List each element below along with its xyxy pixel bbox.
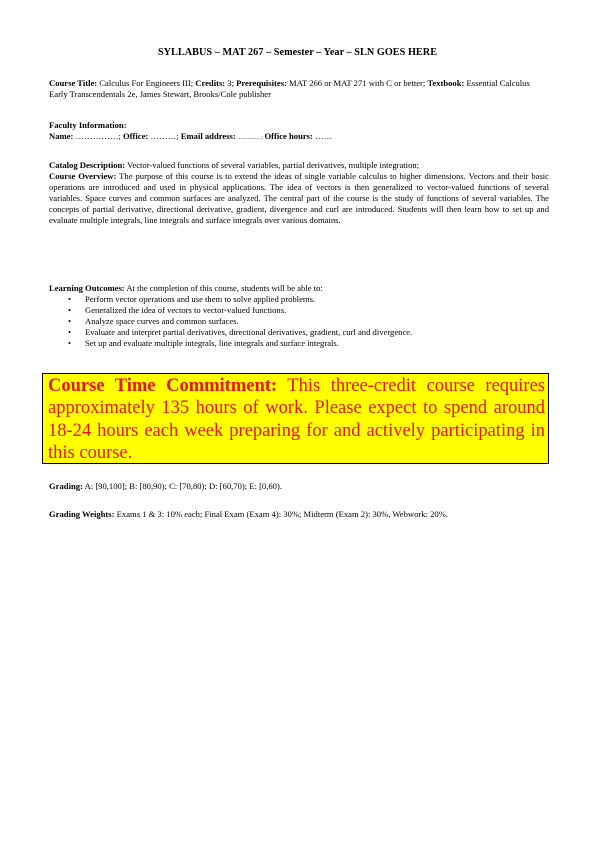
list-item: • Set up and evaluate multiple integrals, line integrals and surface integrals.	[85, 338, 549, 349]
catalog-description	[49, 160, 549, 225]
outcomes-intro: At the completion of this course, students will be able to:	[124, 283, 323, 293]
faculty-information	[49, 120, 549, 144]
commitment-text: This three-credit course requires approximately 135 hours of work. Please expect to spend around 18-24 hours each week preparing for and actively participating in this course.	[48, 376, 546, 463]
outcomes-intro-line	[49, 283, 549, 294]
name-label: Name:	[49, 130, 74, 141]
prerequisites-label: Prerequisites:	[236, 78, 287, 88]
learning-outcomes	[49, 283, 549, 349]
credits-label: Credits:	[195, 78, 226, 88]
overview-text: The purpose of this course is to extend the ideas of single variable calculus to higher dimensions. Vectors and their basic operations are introduced and used in physical applications. The idea of vectors is then generalized to vector-valued functions of several variables. Space curves and common surfaces are analyzed. The central part of the course is the study of functions of several variables. The concepts of partial derivative, directional derivative, gradient, divergence and curl are introduced. Students will then learn how to set up and evaluate multiple integrals, line integrals and surface integrals over various domains.	[49, 170, 549, 225]
grading-scale	[49, 481, 549, 492]
overview-label: Course Overview:	[49, 170, 117, 181]
outcomes-label: Learning Outcomes:	[49, 283, 125, 293]
office-hours-label: Office hours:	[264, 130, 313, 141]
course-overview	[49, 171, 549, 226]
weights-text: Exams 1 & 3: 10% each; Final Exam (Exam 4): 30%; Midterm (Exam 2): 30%, Webwork: 20%.	[114, 509, 449, 519]
textbook-label: Textbook:	[427, 78, 465, 88]
course-title-value: Calculus For Engineers III;	[97, 78, 196, 88]
catalog-text: Vector-valued functions of several variables, partial derivatives, multiple integration;	[125, 160, 420, 170]
commitment-label: Course Time Commitment:	[48, 376, 278, 396]
outcomes-list	[49, 294, 549, 349]
list-item: • Perform vector operations and use them to solve applied problems.	[85, 294, 549, 305]
catalog-label: Catalog Description:	[49, 160, 126, 170]
name-value: ……………;	[73, 130, 123, 141]
grading-weights	[49, 509, 549, 520]
list-item: • Evaluate and interpret partial derivatives, directional derivatives, gradient, curl and divergence.	[85, 327, 549, 338]
office-hours-value: ……	[312, 130, 333, 141]
prerequisites-value: MAT 266 or MAT 271 with C or better;	[286, 78, 428, 88]
course-title-label: Course Title:	[49, 78, 98, 88]
weights-label: Grading Weights:	[49, 509, 115, 519]
office-value: ………;	[148, 130, 181, 141]
catalog-line	[49, 160, 549, 171]
list-item: • Analyze space curves and common surfaces.	[85, 316, 549, 327]
email-label: Email address:	[180, 130, 236, 141]
list-item: • Generalized the idea of vectors to vector-valued functions.	[85, 305, 549, 316]
textbook-value: Essential Calculus Early Transcendentals 2e, James Stewart, Brooks/Cole publisher	[49, 78, 530, 99]
time-commitment-box	[42, 373, 549, 464]
grading-label: Grading:	[49, 481, 83, 491]
faculty-details	[49, 131, 549, 144]
course-info	[49, 78, 549, 100]
office-label: Office:	[123, 130, 149, 141]
email-value: ............... ;	[235, 134, 265, 141]
grading-text: A: [90,100]; B: [80,90); C: [70,80); D: [60,70); E: [0,60).	[82, 481, 282, 491]
faculty-heading: Faculty Information:	[49, 120, 127, 130]
page-title: SYLLABUS – MAT 267 – Semester – Year – SLN GOES HERE	[157, 47, 438, 58]
credits-value: 3;	[225, 78, 237, 88]
